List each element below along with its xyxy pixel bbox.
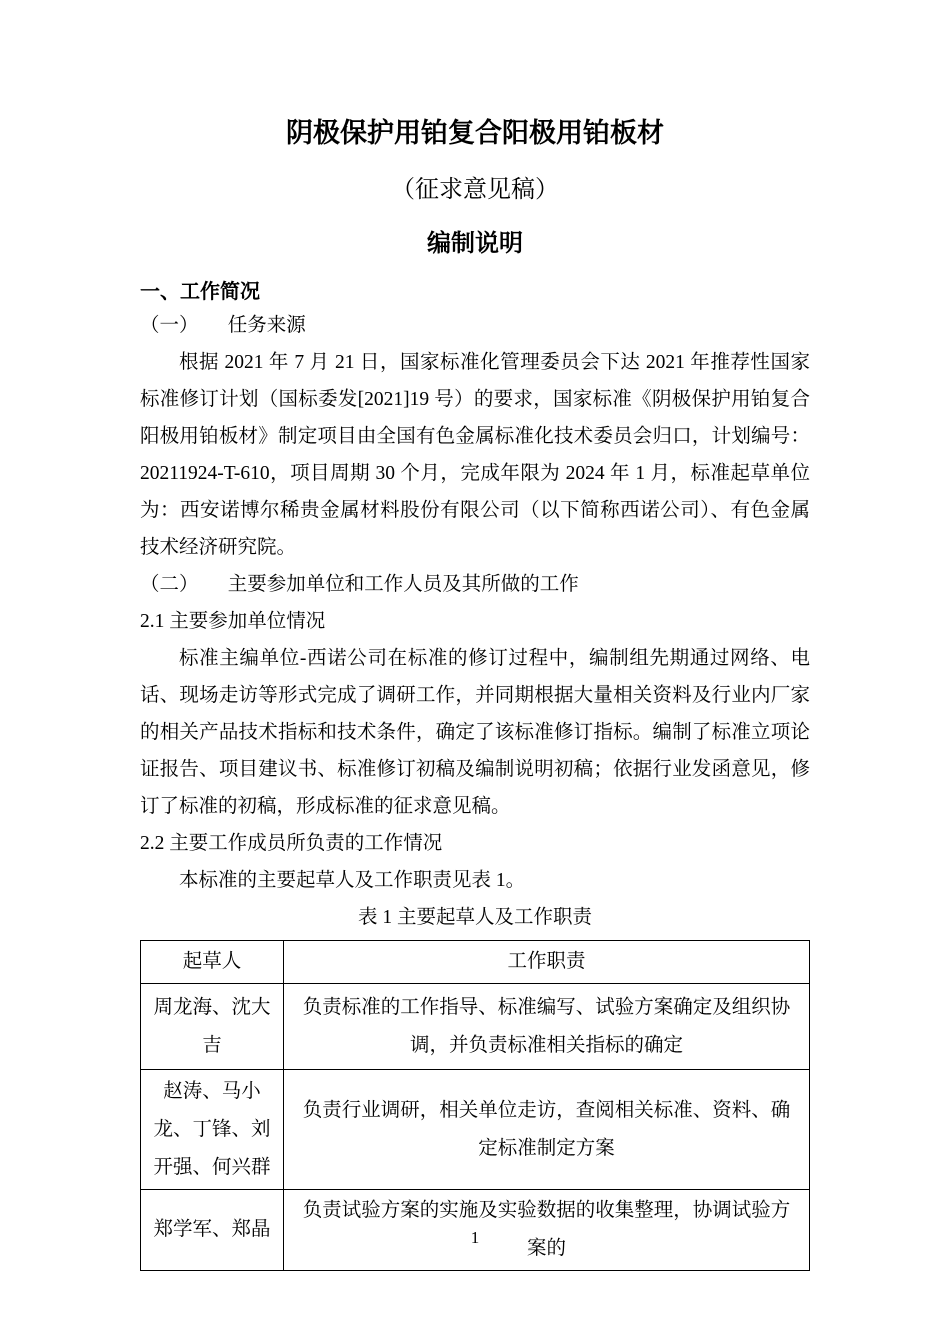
section-1-1-heading: （一） 任务来源 [140,315,306,336]
duty-cell: 负责行业调研，相关单位走访，查阅相关标准、资料、确定标准制定方案 [284,1070,810,1190]
table-row [141,1070,810,1190]
duty-cell: 负责试验方案的实施及实验数据的收集整理，协调试验方案的 [284,1190,810,1271]
section-1-2-heading: （二） 主要参加单位和工作人员及其所做的工作 [140,574,579,595]
duty-cell: 负责标准的工作指导、标准编写、试验方案确定及组织协调，并负责标准相关指标的确定 [284,984,810,1070]
doc-type-title: 编制说明 [427,230,523,257]
section-2-1-heading: 2.1 主要参加单位情况 [140,611,326,632]
document-title: 阴极保护用铂复合阳极用铂板材 [286,118,664,148]
page-number: 1 [470,1228,480,1247]
drafter-cell: 赵涛、马小龙、丁锋、刘开强、何兴群 [141,1070,284,1190]
section-1-heading: 一、工作简况 [140,281,260,303]
table-row [141,984,810,1070]
drafter-cell: 周龙海、沈大吉 [141,984,284,1070]
section-1-1-paragraph: 根据 2021 年 7 月 21 日，国家标准化管理委员会下达 2021 年推荐性国家标准修订计划（国标委发[2021]19 号）的要求，国家标准《阴极保护用铂复合阳极用铂板材》制定项目由全国有色金属标准化技术委员会归口，计划编号：20211924-T-610，项目周期 30 个月，完成年限为 2024 年 1 月，标准起草单位为：西安诺博尔稀贵金属材料股份有限公司（以下简称西诺公司）、有色金属技术经济研究院。 [140,352,810,558]
table-1-caption: 表 1 主要起草人及工作职责 [357,907,592,928]
draft-label: （征求意见稿） [391,177,559,203]
table-header-row [141,941,810,984]
drafters-table [140,940,810,1271]
drafter-cell: 郑学军、郑晶 [141,1190,284,1271]
section-2-2-paragraph: 本标准的主要起草人及工作职责见表 1。 [179,870,526,891]
section-2-1-paragraph: 标准主编单位-西诺公司在标准的修订过程中，编制组先期通过网络、电话、现场走访等形式完成了调研工作，并同期根据大量相关资料及行业内厂家的相关产品技术指标和技术条件，确定了该标准修订指标。编制了标准立项论证报告、项目建议书、标准修订初稿及编制说明初稿；依据行业发函意见，修订了标准的初稿，形成标准的征求意见稿。 [140,648,810,817]
table-header-drafter: 起草人 [141,941,284,984]
section-2-2-heading: 2.2 主要工作成员所负责的工作情况 [140,833,443,854]
table-header-duty: 工作职责 [284,941,810,984]
